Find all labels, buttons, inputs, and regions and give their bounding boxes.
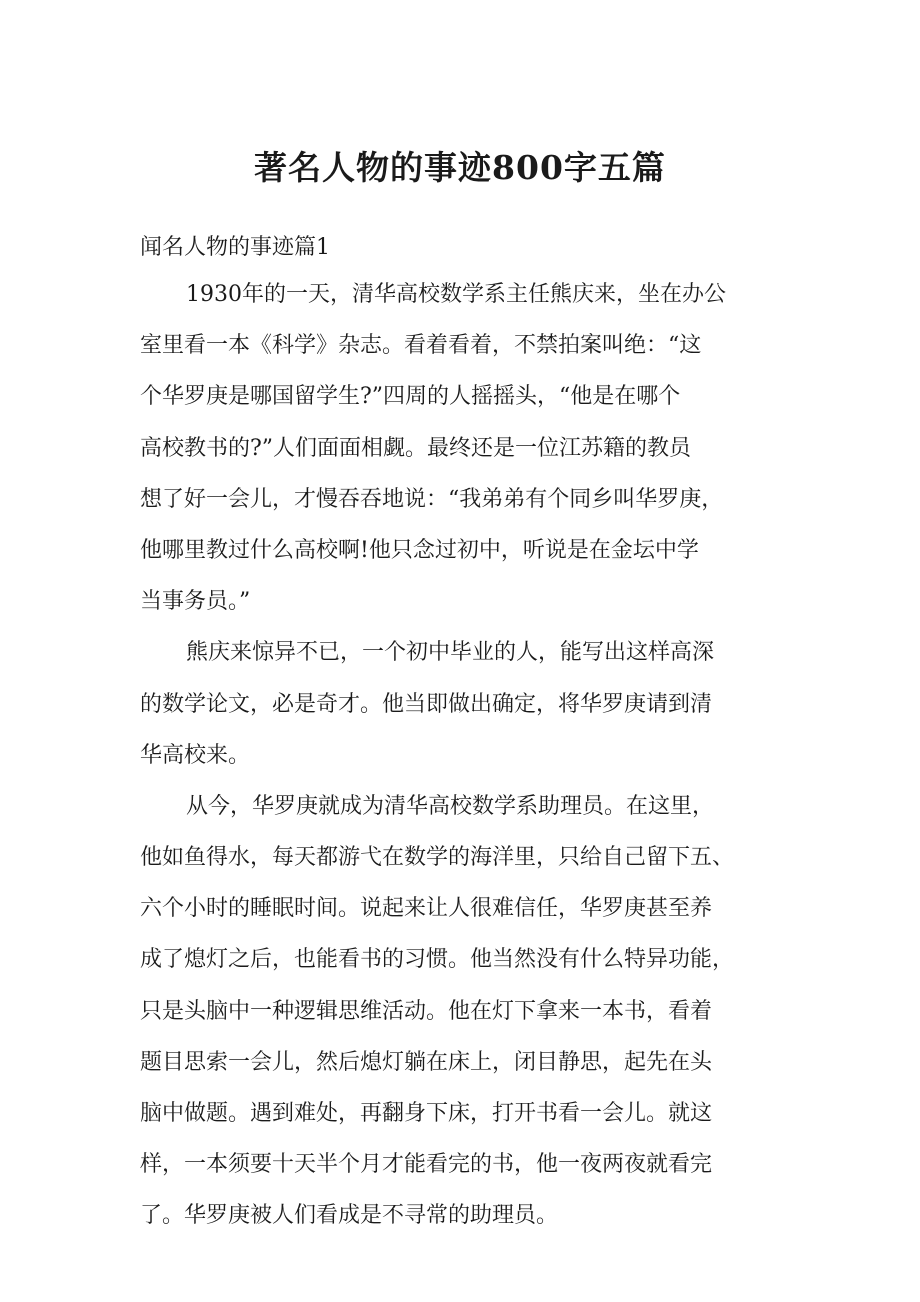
text-line: 成了熄灯之后，也能看书的习惯。他当然没有什么特异功能， <box>140 947 735 973</box>
document-title: 著名人物的事迹800字五篇 <box>254 148 666 187</box>
text-line: 样，一本须要十天半个月才能看完的书，他一夜两夜就看完 <box>140 1152 713 1178</box>
text-line: 了。华罗庚被人们看成是不寻常的助理员。 <box>140 1203 559 1229</box>
text-line: 只是头脑中一种逻辑思维活动。他在灯下拿来一本书，看着 <box>140 998 713 1024</box>
paragraph-1 <box>140 277 780 620</box>
text-line: 他哪里教过什么高校啊!他只念过初中，听说是在金坛中学 <box>140 537 699 563</box>
text-line: 熊庆来惊异不已，一个初中毕业的人，能写出这样高深 <box>186 640 715 666</box>
text-line: 华高校来。 <box>140 742 251 768</box>
text-line: 题目思索一会儿，然后熄灯躺在床上，闭目静思，起先在头 <box>140 1049 713 1075</box>
text-line: 当事务员。” <box>140 589 251 615</box>
text-line: 个华罗庚是哪国留学生?”四周的人摇摇头，“他是在哪个 <box>140 384 681 410</box>
text-line: 1930年的一天，清华高校数学系主任熊庆来，坐在办公 <box>186 282 726 307</box>
text-line: 六个小时的睡眠时间。说起来让人很难信任，华罗庚甚至养 <box>140 896 713 922</box>
paragraph-3 <box>140 789 780 1235</box>
text-line: 脑中做题。遇到难处，再翻身下床，打开书看一会儿。就这 <box>140 1101 713 1126</box>
section-heading: 闻名人物的事迹篇1 <box>140 235 330 260</box>
text-line: 的数学论文，必是奇才。他当即做出确定，将华罗庚请到清 <box>140 691 713 717</box>
text-line: 从今，华罗庚就成为清华高校数学系助理员。在这里， <box>186 793 715 819</box>
text-line: 室里看一本《科学》杂志。看着看着，不禁拍案叫绝：“这 <box>140 333 702 359</box>
paragraph-2 <box>140 635 780 773</box>
text-line: 他如鱼得水，每天都游弋在数学的海洋里，只给自己留下五、 <box>140 845 735 871</box>
text-line: 想了好一会儿，才慢吞吞地说：“我弟弟有个同乡叫华罗庚， <box>140 486 724 512</box>
body-text <box>140 277 780 1250</box>
text-line: 高校教书的?”人们面面相觑。最终还是一位江苏籍的教员 <box>140 435 692 461</box>
